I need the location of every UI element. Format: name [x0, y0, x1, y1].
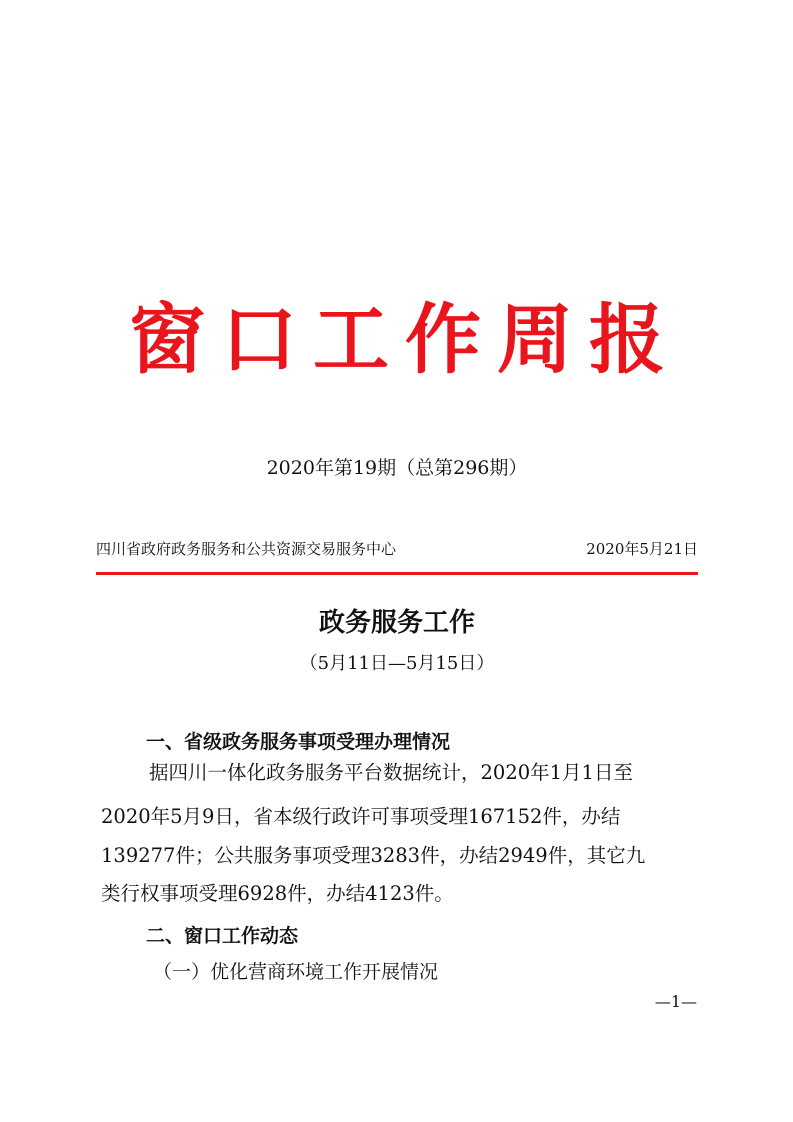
masthead-title: 窗口工作周报	[129, 295, 681, 384]
issue-number: 2020年第19期（总第296期）	[266, 457, 528, 479]
issue-date: 2020年5月21日	[586, 540, 698, 558]
paragraph-line: 139277件；公共服务事项受理3283件，办结2949件，其它九	[101, 844, 646, 867]
paragraph-line: 类行权事项受理6928件，办结4123件。	[101, 882, 454, 905]
paragraph-line: 据四川一体化政务服务平台数据统计，2020年1月1日至	[149, 761, 633, 784]
sender-row	[96, 536, 698, 562]
subheading-business-environment: （一）优化营商环境工作开展情况	[153, 961, 439, 983]
sender-organization: 四川省政府政务服务和公共资源交易服务中心	[96, 540, 397, 558]
page-number: —1—	[654, 992, 697, 1011]
date-range: （5月11日—5月15日）	[299, 653, 495, 674]
paragraph-line: 2020年5月9日，省本级行政许可事项受理167152件，办结	[101, 805, 621, 828]
heading-window-updates: 二、窗口工作动态	[146, 925, 299, 947]
red-divider	[96, 572, 698, 575]
heading-provincial-matters: 一、省级政务服务事项受理办理情况	[146, 731, 451, 753]
section-title: 政务服务工作	[318, 608, 475, 638]
